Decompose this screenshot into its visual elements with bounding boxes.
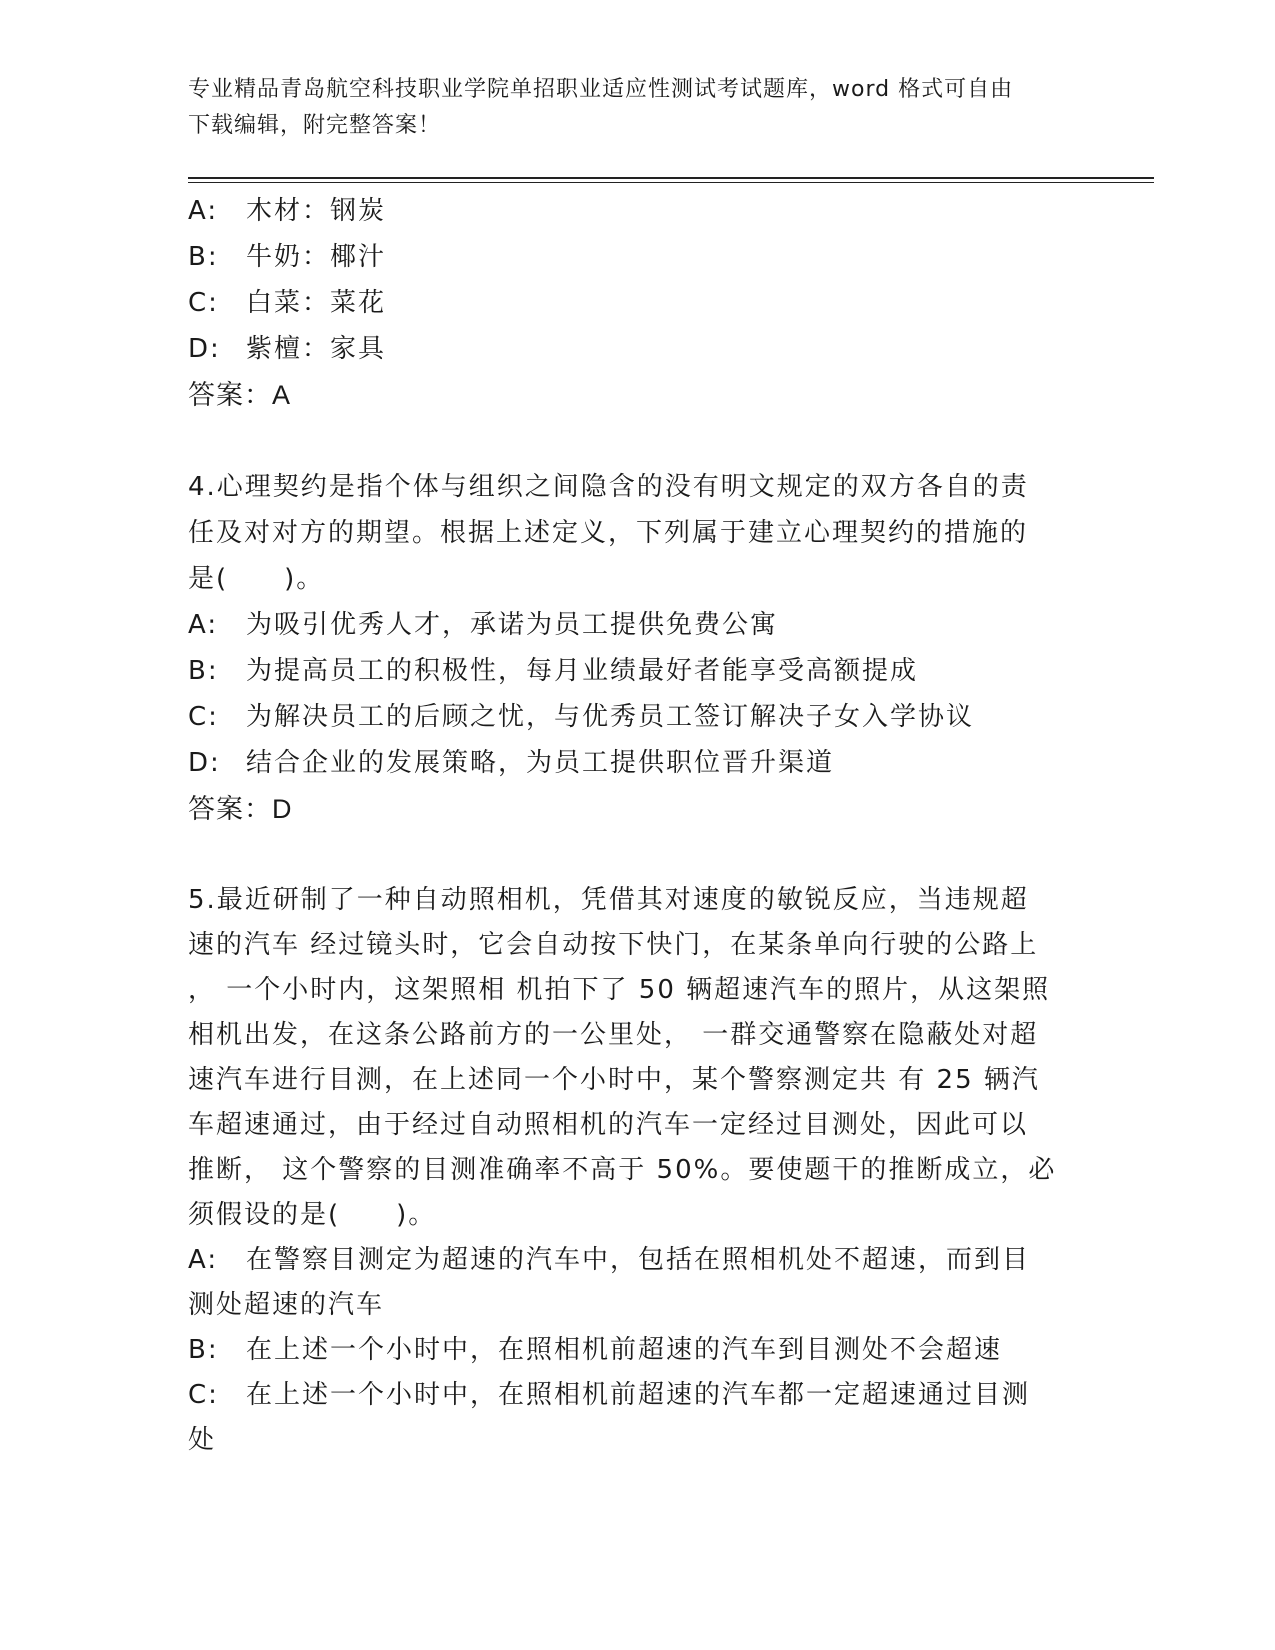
question-content: [188, 188, 1088, 1463]
option-text: 结合企业的发展策略，为员工提供职位晋升渠道: [246, 748, 835, 778]
option-text: 紫檀：家具: [246, 334, 387, 364]
q5-stem-line-2: 速的汽车 经过镜头时，它会自动按下快门，在某条单向行驶的公路上: [188, 930, 1039, 960]
q4-answer: 答案：D: [188, 794, 293, 824]
q5-option-a-continuation: 测处超速的汽车: [188, 1290, 385, 1320]
option-label: B:: [188, 656, 219, 686]
q5-stem-line-5: 速汽车进行目测，在上述同一个小时中，某个警察测定共 有 25 辆汽: [188, 1065, 1040, 1095]
option-label: D:: [188, 748, 221, 778]
q5-option-b: [188, 1328, 1088, 1373]
option-text: 牛奶：椰汁: [246, 242, 387, 272]
q4-stem-line-3: 是( )。: [188, 564, 325, 594]
header-rule-thick: [188, 177, 1154, 179]
q3-option-c: [188, 280, 1088, 326]
option-text: 为吸引优秀人才，承诺为员工提供免费公寓: [246, 610, 779, 640]
option-text: 为提高员工的积极性，每月业绩最好者能享受高额提成: [246, 656, 919, 686]
q5-option-c: [188, 1373, 1088, 1418]
spacer: [188, 832, 1088, 878]
page-header: [188, 72, 1068, 144]
q5-option-a: [188, 1238, 1088, 1283]
option-label: B:: [188, 242, 219, 272]
option-text: 在上述一个小时中，在照相机前超速的汽车都一定超速通过目测: [246, 1380, 1031, 1410]
q5-option-c-continuation: 处: [188, 1425, 217, 1455]
option-label: D:: [188, 334, 221, 364]
q4-option-b: [188, 648, 1088, 694]
q4-stem-line-2: 任及对对方的期望。根据上述定义，下列属于建立心理契约的措施的: [188, 518, 1029, 548]
q3-option-b: [188, 234, 1088, 280]
option-label: B:: [188, 1335, 219, 1365]
q5-stem-line-4: 相机出发，在这条公路前方的一公里处， 一群交通警察在隐蔽处对超: [188, 1020, 1039, 1050]
header-rule-thin: [188, 182, 1154, 183]
option-label: A:: [188, 196, 219, 226]
q3-option-d: [188, 326, 1088, 372]
q4-option-c: [188, 694, 1088, 740]
q5-stem-line-7: 推断， 这个警察的目测准确率不高于 50%。要使题干的推断成立，必: [188, 1155, 1057, 1185]
q4-option-a: [188, 602, 1088, 648]
option-text: 为解决员工的后顾之忧，与优秀员工签订解决子女入学协议: [246, 702, 975, 732]
option-text: 在警察目测定为超速的汽车中，包括在照相机处不超速，而到目: [246, 1245, 1031, 1275]
spacer: [188, 418, 1088, 464]
q4-stem-line-1: 4.心理契约是指个体与组织之间隐含的没有明文规定的双方各自的责: [188, 472, 1029, 502]
q5-stem-line-8: 须假设的是( )。: [188, 1200, 437, 1230]
option-text: 在上述一个小时中，在照相机前超速的汽车到目测处不会超速: [246, 1335, 1003, 1365]
q5-stem-line-1: 5.最近研制了一种自动照相机，凭借其对速度的敏锐反应，当违规超: [188, 885, 1029, 915]
option-label: C:: [188, 288, 219, 318]
q5-stem-line-3: ， 一个小时内，这架照相 机拍下了 50 辆超速汽车的照片，从这架照: [188, 975, 1051, 1005]
option-label: C:: [188, 702, 219, 732]
q3-answer: 答案：A: [188, 380, 292, 410]
option-text: 木材：钢炭: [246, 196, 387, 226]
q4-option-d: [188, 740, 1088, 786]
q3-option-a: [188, 188, 1088, 234]
header-line-2: 下载编辑，附完整答案！: [188, 113, 442, 138]
option-label: A:: [188, 1245, 219, 1275]
option-text: 白菜：菜花: [246, 288, 387, 318]
q5-stem-line-6: 车超速通过，由于经过自动照相机的汽车一定经过目测处，因此可以: [188, 1110, 1029, 1140]
header-line-1: 专业精品青岛航空科技职业学院单招职业适应性测试考试题库，word 格式可自由: [188, 77, 1014, 102]
option-label: C:: [188, 1380, 219, 1410]
option-label: A:: [188, 610, 219, 640]
